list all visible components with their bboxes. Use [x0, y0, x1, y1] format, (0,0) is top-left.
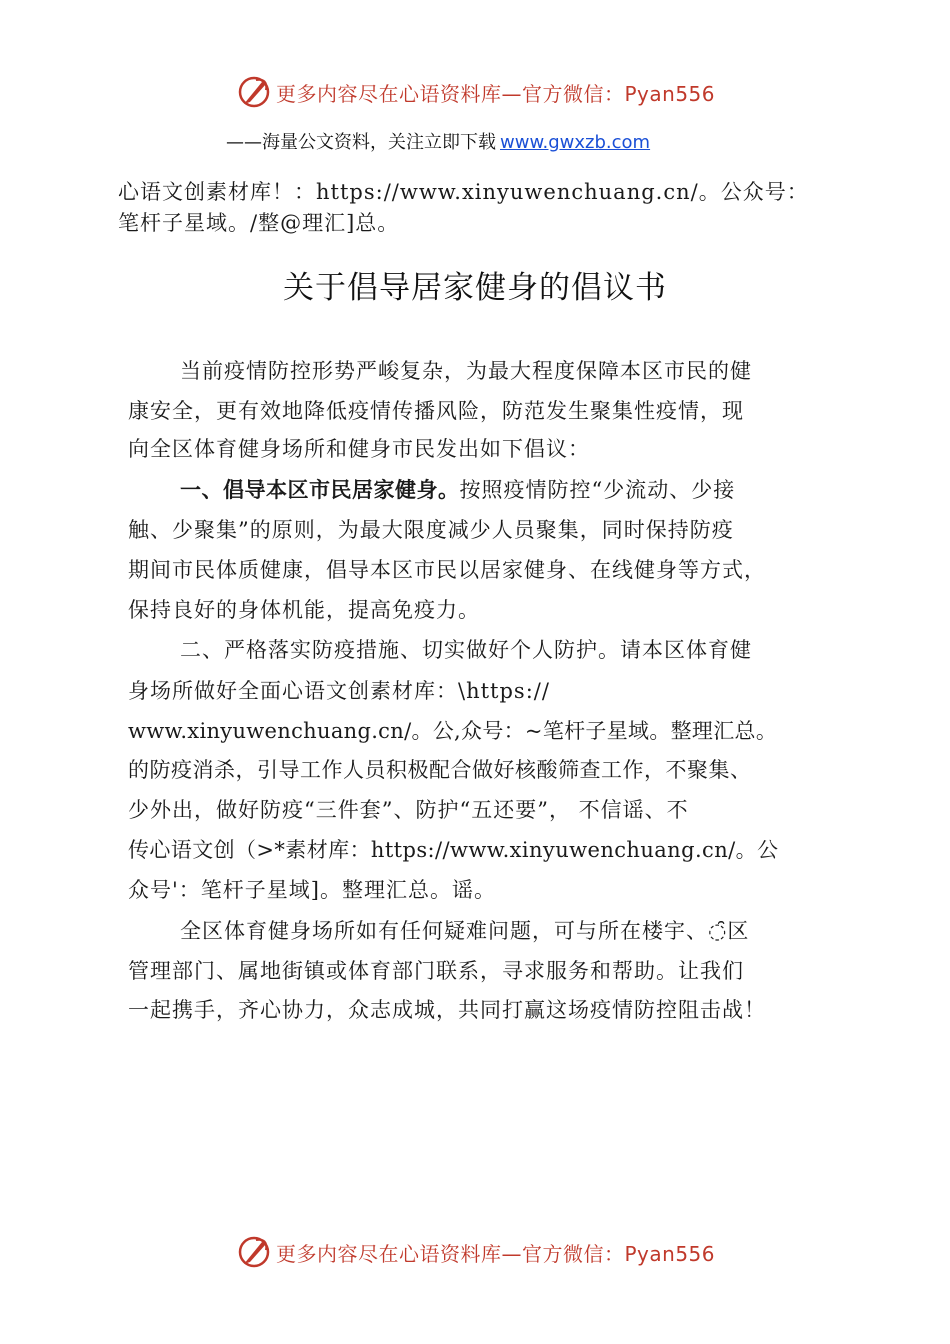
banner-text: 更多内容尽在心语资料库—官方微信：Pyan556 [276, 81, 716, 106]
subline [226, 128, 650, 154]
document-title: 关于倡导居家健身的倡议书 [283, 270, 667, 306]
top-note-line-2: 笔杆子星域。/整@理汇]总。 [118, 211, 400, 235]
website-link[interactable]: www.gwxzb.com [500, 132, 651, 153]
footer-banner-text: 更多内容尽在心语资料库—官方微信：Pyan556 [276, 1241, 716, 1266]
closing-line-1: 全区体育健身场所如有任何疑难问题，可与所在楼宇、◌̑区 [180, 919, 750, 943]
footer-banner [236, 1232, 715, 1272]
item2-line-7: 众号'：笔杆子星域]。整理汇总。谣。 [128, 878, 496, 902]
item2-line-2: 身场所做好全面心语文创素材库：\https:// [128, 679, 550, 703]
subline-text: ——海量公文资料，关注立即下载 [226, 132, 496, 153]
intro-line-1: 当前疫情防控形势严峻复杂，为最大程度保障本区市民的健 [180, 359, 752, 383]
item2-line-6: 传心语文创（>*素材库：https://www.xinyuwenchuang.cn/。公 [128, 838, 779, 862]
item2-line-1: 二、严格落实防疫措施、切实做好个人防护。请本区体育健 [180, 638, 752, 662]
item1-line-3: 期间市民体质健康，倡导本区市民以居家健身、在线健身等方式， [128, 558, 766, 582]
item2-line-3: www.xinyuwenchuang.cn/。公,众号：~笔杆子星域。整理汇总。 [128, 719, 778, 743]
closing-line-3: 一起携手，齐心协力，众志成城，共同打赢这场疫情防控阻击战！ [128, 998, 766, 1022]
item2-line-4: 的防疫消杀，引导工作人员积极配合做好核酸筛查工作，不聚集、 [128, 758, 752, 782]
intro-line-3: 向全区体育健身场所和健身市民发出如下倡议： [128, 437, 590, 461]
item1-line-2: 触、少聚集”的原则，为最大限度减少人员聚集，同时保持防疫 [128, 518, 734, 542]
item1-first-line [180, 474, 735, 504]
item1-first-rest: 按照疫情防控“少流动、少接 [459, 478, 736, 502]
item2-line-5: 少外出，做好防疫“三件套”、防护“五还要”， 不信谣、不 [128, 798, 689, 822]
top-note-line-1: 心语文创素材库！：https://www.xinyuwenchuang.cn/。公众号： [118, 180, 809, 204]
quill-logo-icon [236, 74, 272, 110]
item1-line-4: 保持良好的身体机能，提高免疫力。 [128, 598, 480, 622]
item1-heading: 一、倡导本区市民居家健身。 [180, 478, 460, 502]
intro-line-2: 康安全，更有效地降低疫情传播风险，防范发生聚集性疫情，现 [128, 399, 744, 423]
closing-line-2: 管理部门、属地街镇或体育部门联系，寻求服务和帮助。让我们 [128, 959, 744, 983]
header-banner [236, 72, 715, 112]
quill-logo-icon [236, 1234, 272, 1270]
